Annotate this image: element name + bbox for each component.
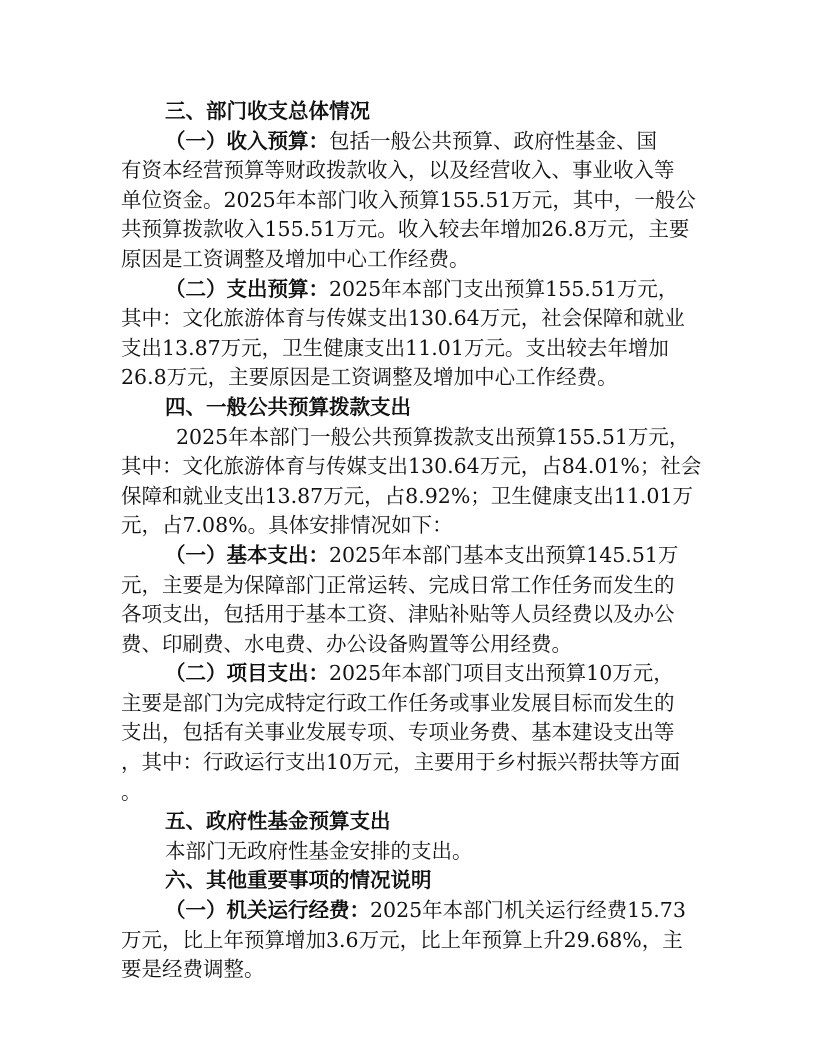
expense-budget-line-3: 支出13.87万元，卫生健康支出11.01万元。支出较去年增加	[121, 335, 669, 360]
income-budget-line-2: 有资本经营预算等财政拨款收入，以及经营收入、事业收入等	[121, 158, 675, 183]
income-budget-text: 包括一般公共预算、政府性基金、国	[329, 128, 657, 153]
income-budget-line-1	[121, 127, 699, 157]
project-expense-line-1	[121, 659, 699, 689]
basic-expense-text: 2025年本部门基本支出预算145.51万	[329, 542, 679, 567]
government-fund-text: 本部门无政府性基金安排的支出。	[165, 838, 473, 863]
section-5-heading: 五、政府性基金预算支出	[165, 809, 391, 834]
expense-budget-line-1	[121, 275, 699, 305]
project-expense-text: 2025年本部门项目支出预算10万元，	[329, 661, 674, 686]
income-budget-line-5: 原因是工资调整及增加中心工作经费。	[121, 246, 470, 271]
project-expense-line-4: ，其中：行政运行支出10万元，主要用于乡村振兴帮扶等方面	[121, 750, 681, 775]
expense-budget-label: （二）支出预算：	[165, 276, 329, 301]
project-expense-label: （二）项目支出：	[165, 661, 329, 686]
project-expense-line-2: 主要是部门为完成特定行政工作任务或事业发展目标而发生的	[121, 690, 675, 715]
expense-budget-line-4: 26.8万元，主要原因是工资调整及增加中心工作经费。	[121, 365, 618, 390]
general-budget-line-1: 2025年本部门一般公共预算拨款支出预算155.51万元，	[176, 424, 690, 449]
general-budget-line-2: 其中：文化旅游体育与传媒支出130.64万元，占84.01%；社会	[121, 454, 702, 479]
project-expense-line-5: 。	[121, 779, 142, 804]
basic-expense-line-2: 元，主要是为保障部门正常运转、完成日常工作任务而发生的	[121, 572, 675, 597]
operating-cost-line-2: 万元，比上年预算增加3.6万元，比上年预算上升29.68%，主	[121, 927, 683, 952]
expense-budget-text: 2025年本部门支出预算155.51万元，	[329, 276, 679, 301]
income-budget-line-3: 单位资金。2025年本部门收入预算155.51万元，其中，一般公	[121, 187, 696, 212]
expense-budget-line-2: 其中：文化旅游体育与传媒支出130.64万元，社会保障和就业	[121, 306, 685, 331]
income-budget-line-4: 共预算拨款收入155.51万元。收入较去年增加26.8万元，主要	[121, 217, 690, 242]
operating-cost-text: 2025年本部门机关运行经费15.73	[370, 898, 686, 923]
general-budget-line-4: 元，占7.08%。具体安排情况如下：	[121, 513, 453, 538]
income-budget-label: （一）收入预算：	[165, 128, 329, 153]
operating-cost-line-3: 要是经费调整。	[121, 957, 265, 982]
general-budget-line-3: 保障和就业支出13.87万元，占8.92%；卫生健康支出11.01万	[121, 483, 693, 508]
section-3-heading: 三、部门收支总体情况	[165, 99, 370, 123]
basic-expense-line-4: 费、印刷费、水电费、办公设备购置等公用经费。	[121, 631, 572, 656]
document-page	[121, 97, 702, 985]
basic-expense-label: （一）基本支出：	[165, 542, 329, 567]
section-4-heading: 四、一般公共预算拨款支出	[165, 394, 411, 419]
operating-cost-label: （一）机关运行经费：	[165, 898, 370, 923]
operating-cost-line-1	[121, 896, 699, 926]
project-expense-line-3: 支出，包括有关事业发展专项、专项业务费、基本建设支出等	[121, 720, 675, 745]
basic-expense-line-3: 各项支出，包括用于基本工资、津贴补贴等人员经费以及办公	[121, 602, 675, 627]
basic-expense-line-1	[121, 541, 699, 571]
section-6-heading: 六、其他重要事项的情况说明	[165, 868, 432, 893]
